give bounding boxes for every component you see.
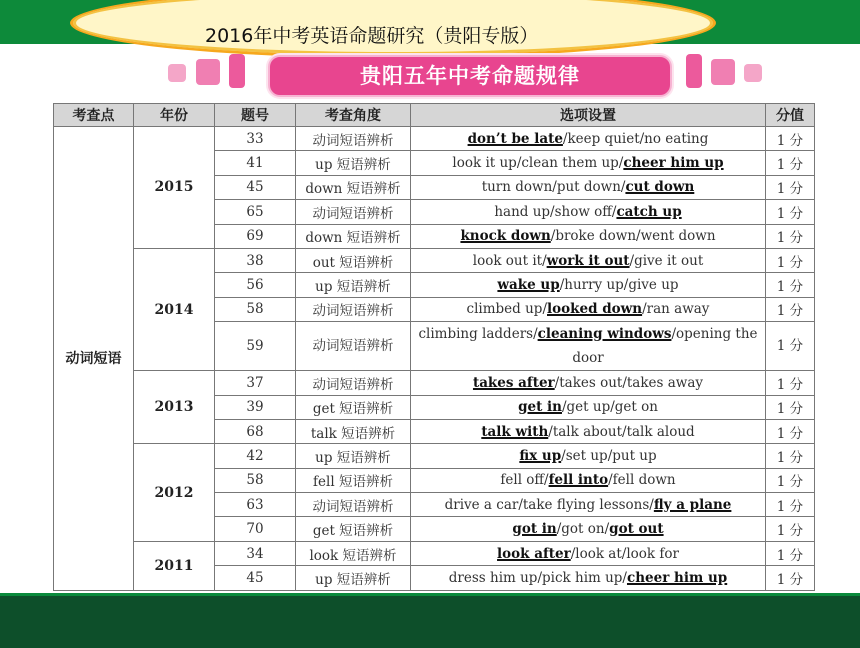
answer-option: knock down: [460, 228, 551, 245]
answer-option: takes after: [472, 374, 555, 391]
options-cell: [411, 248, 766, 272]
score-cell: 1 分: [766, 468, 815, 492]
question-number-cell: 58: [215, 468, 296, 492]
options-cell: [411, 493, 766, 517]
distractor-options: /takes out/takes away: [554, 374, 704, 391]
angle-cell: get 短语辨析: [296, 517, 411, 541]
question-number-cell: 38: [215, 248, 296, 272]
question-number-cell: 68: [215, 419, 296, 443]
score-cell: 1 分: [766, 419, 815, 443]
answer-option: cheer him up: [623, 155, 724, 172]
question-number-cell: 37: [215, 371, 296, 395]
score-cell: 1 分: [766, 444, 815, 468]
score-cell: 1 分: [766, 151, 815, 175]
angle-cell: up 短语辨析: [296, 444, 411, 468]
score-cell: 1 分: [766, 517, 815, 541]
options-cell: [411, 395, 766, 419]
score-cell: 1 分: [766, 273, 815, 297]
options-cell: [411, 444, 766, 468]
section-banner: [268, 55, 672, 97]
col-header-options: 选项设置: [411, 104, 766, 127]
answer-option: cheer him up: [626, 569, 728, 586]
distractor-options: climbing ladders/: [418, 326, 538, 343]
answer-option: work it out: [546, 252, 630, 269]
distractor-options: hand up/show off/: [494, 203, 617, 220]
question-number-cell: 69: [215, 224, 296, 248]
distractor-options: /got on/: [556, 521, 610, 538]
year-cell: 2013: [134, 371, 215, 444]
distractor-options: /set up/put up: [561, 447, 657, 464]
distractor-options: drive a car/take flying lessons/: [444, 496, 654, 513]
answer-option: wake up: [497, 277, 560, 294]
answer-option: looked down: [547, 301, 643, 318]
answer-option: talk with: [481, 423, 549, 440]
col-header-topic: 考查点: [54, 104, 134, 127]
distractor-options: /fell down: [608, 472, 676, 489]
angle-cell: fell 短语辨析: [296, 468, 411, 492]
question-number-cell: 45: [215, 175, 296, 199]
question-number-cell: 39: [215, 395, 296, 419]
category-cell: 动词短语: [54, 127, 134, 591]
answer-option: get in: [518, 399, 562, 416]
angle-cell: 动词短语辨析: [296, 297, 411, 321]
score-cell: 1 分: [766, 297, 815, 321]
angle-cell: down 短语辨析: [296, 224, 411, 248]
question-number-cell: 34: [215, 541, 296, 565]
distractor-options: climbed up/: [466, 301, 547, 318]
angle-cell: 动词短语辨析: [296, 322, 411, 371]
question-number-cell: 41: [215, 151, 296, 175]
table-row: [54, 127, 815, 151]
options-cell: [411, 419, 766, 443]
year-cell: 2015: [134, 127, 215, 249]
score-cell: 1 分: [766, 322, 815, 371]
question-number-cell: 65: [215, 200, 296, 224]
angle-cell: get 短语辨析: [296, 395, 411, 419]
options-cell: [411, 224, 766, 248]
banner-title: 贵阳五年中考命题规律: [360, 64, 580, 88]
options-cell: [411, 541, 766, 565]
year-cell: 2011: [134, 541, 215, 590]
distractor-options: /broke down/went down: [550, 228, 716, 245]
answer-option: fell into: [548, 472, 609, 489]
table-row: [54, 371, 815, 395]
distractor-options: fell off/: [500, 472, 549, 489]
options-cell: [411, 200, 766, 224]
answer-option: got out: [609, 521, 664, 538]
distractor-options: look it up/clean them up/: [452, 155, 624, 172]
bottom-footer-band: [0, 593, 860, 648]
distractor-options: turn down/put down/: [481, 179, 626, 196]
angle-cell: 动词短语辨析: [296, 200, 411, 224]
table-row: [54, 541, 815, 565]
score-cell: 1 分: [766, 248, 815, 272]
distractor-options: /look at/look for: [570, 545, 679, 562]
score-cell: 1 分: [766, 200, 815, 224]
answer-option: cleaning windows: [537, 326, 672, 343]
question-number-cell: 42: [215, 444, 296, 468]
score-cell: 1 分: [766, 493, 815, 517]
options-cell: [411, 468, 766, 492]
question-number-cell: 45: [215, 566, 296, 590]
distractor-options: look out it/: [472, 252, 547, 269]
options-cell: [411, 273, 766, 297]
question-number-cell: 70: [215, 517, 296, 541]
score-cell: 1 分: [766, 127, 815, 151]
options-cell: [411, 371, 766, 395]
options-cell: [411, 322, 766, 371]
table-row: [54, 444, 815, 468]
year-cell: 2012: [134, 444, 215, 542]
score-cell: 1 分: [766, 541, 815, 565]
score-cell: 1 分: [766, 224, 815, 248]
score-cell: 1 分: [766, 371, 815, 395]
score-cell: 1 分: [766, 566, 815, 590]
angle-cell: down 短语辨析: [296, 175, 411, 199]
angle-cell: 动词短语辨析: [296, 371, 411, 395]
question-number-cell: 59: [215, 322, 296, 371]
angle-cell: out 短语辨析: [296, 248, 411, 272]
angle-cell: 动词短语辨析: [296, 493, 411, 517]
angle-cell: look 短语辨析: [296, 541, 411, 565]
distractor-options: /get up/get on: [561, 399, 658, 416]
question-number-cell: 63: [215, 493, 296, 517]
score-cell: 1 分: [766, 395, 815, 419]
distractor-options: /hurry up/give up: [559, 277, 679, 294]
distractor-options: /keep quiet/no eating: [562, 130, 709, 147]
col-header-year: 年份: [134, 104, 215, 127]
col-header-angle: 考查角度: [296, 104, 411, 127]
distractor-options: /give it out: [629, 252, 704, 269]
options-cell: [411, 151, 766, 175]
col-header-number: 题号: [215, 104, 296, 127]
angle-cell: talk 短语辨析: [296, 419, 411, 443]
question-table: [53, 103, 815, 591]
table-header-row: [54, 104, 815, 127]
angle-cell: up 短语辨析: [296, 566, 411, 590]
options-cell: [411, 127, 766, 151]
distractor-options: /opening the door: [572, 326, 758, 367]
question-number-cell: 56: [215, 273, 296, 297]
distractor-options: /ran away: [642, 301, 710, 318]
question-number-cell: 33: [215, 127, 296, 151]
options-cell: [411, 517, 766, 541]
answer-option: fly a plane: [653, 496, 732, 513]
distractor-options: dress him up/pick him up/: [448, 569, 627, 586]
answer-option: catch up: [616, 203, 682, 220]
angle-cell: up 短语辨析: [296, 273, 411, 297]
table-row: [54, 248, 815, 272]
options-cell: [411, 566, 766, 590]
answer-option: look after: [497, 545, 571, 562]
score-cell: 1 分: [766, 175, 815, 199]
distractor-options: /talk about/talk aloud: [548, 423, 695, 440]
answer-option: fix up: [519, 447, 562, 464]
angle-cell: up 短语辨析: [296, 151, 411, 175]
table-body: [54, 127, 815, 591]
angle-cell: 动词短语辨析: [296, 127, 411, 151]
answer-option: don’t be late: [467, 130, 563, 147]
options-cell: [411, 175, 766, 199]
answer-option: cut down: [625, 179, 695, 196]
answer-option: got in: [512, 521, 557, 538]
page-title: 2016年中考英语命题研究（贵阳专版）: [205, 25, 539, 47]
year-cell: 2014: [134, 248, 215, 370]
col-header-score: 分值: [766, 104, 815, 127]
options-cell: [411, 297, 766, 321]
question-number-cell: 58: [215, 297, 296, 321]
